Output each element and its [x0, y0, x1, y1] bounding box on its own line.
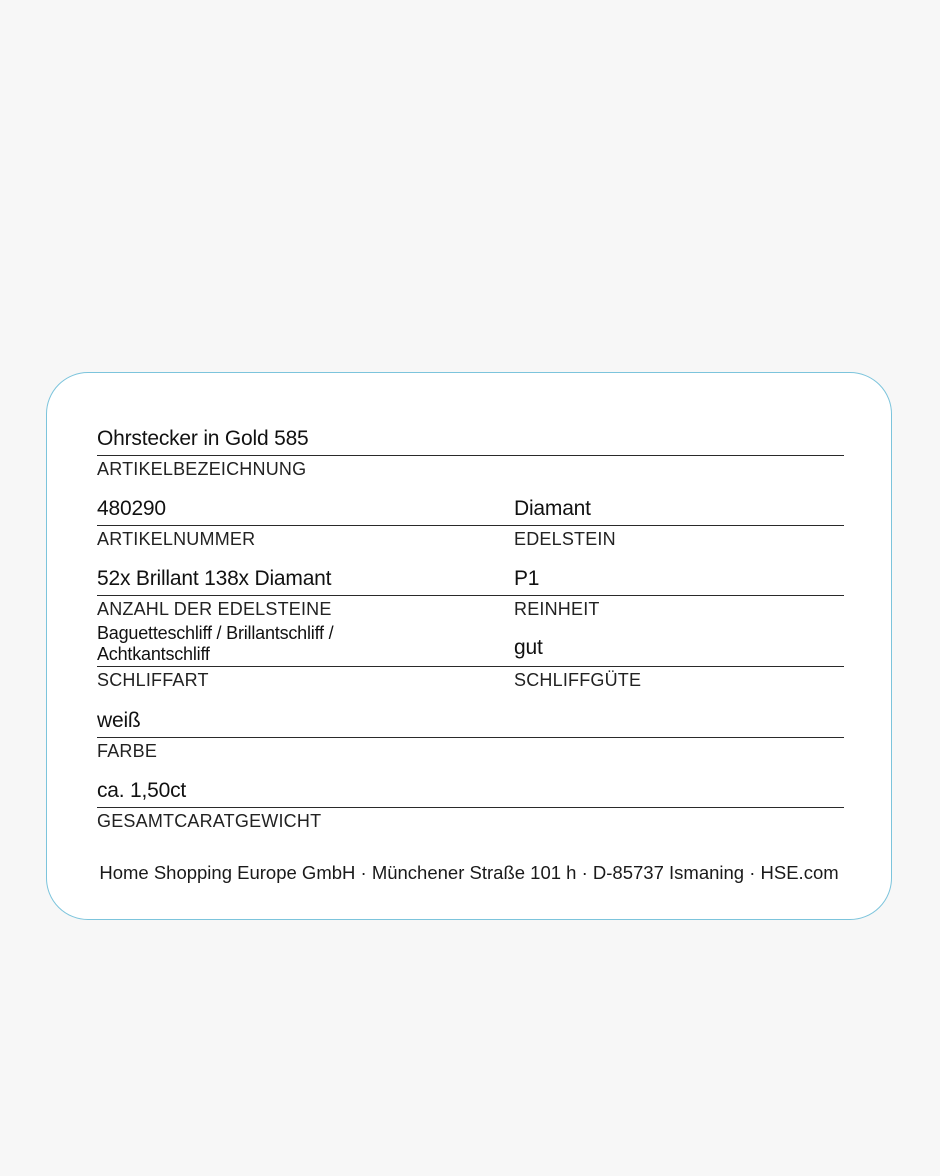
field-edelstein: [514, 493, 844, 555]
artikelbezeichnung-label: ARTIKELBEZEICHNUNG: [97, 459, 307, 479]
company-footer: Home Shopping Europe GmbH · Münchener Straße 101 h · D-85737 Ismaning · HSE.com: [99, 862, 839, 883]
divider-line: [97, 807, 844, 808]
divider-line: [514, 666, 844, 667]
artikelbezeichnung-value: Ohrstecker in Gold 585: [97, 427, 309, 450]
schliffguete-label: SCHLIFFGÜTE: [514, 670, 642, 690]
anzahl-edelsteine-label: ANZAHL DER EDELSTEINE: [97, 599, 332, 619]
divider-line: [97, 666, 515, 667]
reinheit-value: P1: [514, 567, 540, 590]
field-artikelnummer: [97, 493, 515, 555]
artikelnummer-value: 480290: [97, 497, 166, 520]
divider-line: [514, 525, 844, 526]
edelstein-value: Diamant: [514, 497, 591, 520]
divider-line: [97, 455, 844, 456]
divider-line: [514, 595, 844, 596]
gesamtcaratgewicht-label: GESAMTCARATGEWICHT: [97, 811, 322, 831]
field-schliffguete: [514, 634, 844, 696]
anzahl-edelsteine-value: 52x Brillant 138x Diamant: [97, 567, 332, 590]
field-reinheit: [514, 563, 844, 625]
divider-line: [97, 595, 515, 596]
divider-line: [97, 525, 515, 526]
artikelnummer-label: ARTIKELNUMMER: [97, 529, 256, 549]
field-artikelbezeichnung: [97, 423, 844, 485]
field-anzahl-edelsteine: [97, 563, 515, 625]
reinheit-label: REINHEIT: [514, 599, 600, 619]
field-schliffart: [97, 623, 515, 696]
farbe-label: FARBE: [97, 741, 158, 761]
divider-line: [97, 737, 844, 738]
field-farbe: [97, 705, 844, 767]
schliffguete-value: gut: [514, 636, 543, 659]
farbe-value: weiß: [97, 709, 141, 732]
schliffart-value: Baguetteschliff / Brillantschliff / Achtkantschliff: [97, 623, 334, 664]
edelstein-label: EDELSTEIN: [514, 529, 616, 549]
gesamtcaratgewicht-value: ca. 1,50ct: [97, 779, 187, 802]
field-gesamtcaratgewicht: [97, 775, 844, 837]
schliffart-label: SCHLIFFART: [97, 670, 209, 690]
product-info-card: [46, 372, 892, 920]
